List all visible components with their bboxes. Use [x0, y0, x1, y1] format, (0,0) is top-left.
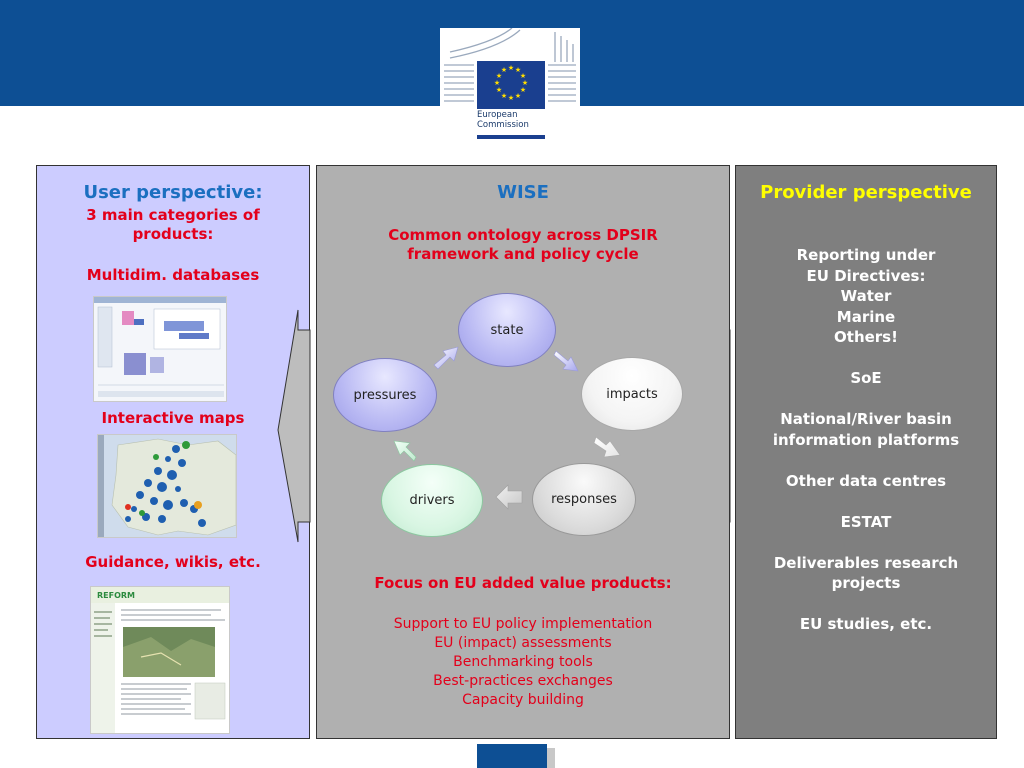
dpsir-node-pressures — [333, 358, 437, 432]
provider-item: National/River basin — [780, 410, 952, 428]
interactive-map-image — [98, 435, 237, 538]
svg-text:★: ★ — [500, 92, 508, 100]
svg-text:★: ★ — [495, 86, 503, 94]
provider-item: Water — [840, 287, 892, 305]
svg-text:★: ★ — [519, 86, 527, 94]
arrow-impacts-to-responses — [594, 437, 620, 457]
spacer — [736, 348, 996, 369]
provider-item: Reporting under — [796, 246, 936, 264]
svg-text:★: ★ — [507, 64, 515, 72]
provider-item: projects — [831, 574, 901, 592]
dpsir-node-label: state — [490, 322, 524, 338]
svg-text:★: ★ — [495, 72, 503, 80]
database-screenshot-image — [94, 297, 227, 402]
focus-item: Support to EU policy implementation — [393, 616, 653, 632]
category-interactive-maps: Interactive maps — [101, 409, 245, 427]
interactive-map-thumbnail — [97, 434, 237, 538]
user-perspective-panel — [36, 165, 310, 739]
provider-perspective-title: Provider perspective — [760, 182, 972, 203]
wise-subtitle: Common ontology across DPSIR framework and policy cycle — [388, 226, 658, 263]
database-screenshot-thumbnail — [93, 296, 227, 402]
provider-item: Marine — [836, 307, 896, 326]
focus-item: Best-practices exchanges — [433, 673, 613, 689]
guidance-wiki-image — [91, 587, 230, 734]
arrow-pressures-to-state — [434, 347, 458, 369]
focus-title: Focus on EU added value products: — [374, 574, 672, 592]
svg-text:★: ★ — [514, 66, 522, 74]
svg-text:★: ★ — [521, 79, 529, 87]
dpsir-node-impacts — [581, 357, 683, 431]
dpsir-node-label: impacts — [606, 386, 658, 402]
arrow-drivers-to-pressures — [394, 441, 416, 461]
dpsir-node-responses — [532, 463, 636, 536]
provider-item: EU studies, etc. — [799, 615, 933, 633]
arrow-responses-to-drivers — [496, 485, 522, 509]
svg-text:★: ★ — [514, 92, 522, 100]
user-perspective-title: User perspective: — [83, 182, 263, 203]
dpsir-node-label: pressures — [353, 387, 417, 403]
svg-text:★: ★ — [500, 66, 508, 74]
dpsir-node-label: responses — [551, 492, 617, 507]
bottom-flag-shadow — [547, 748, 555, 768]
arrow-state-to-impacts — [554, 351, 578, 371]
dpsir-node-drivers — [381, 464, 483, 537]
provider-item: Other data centres — [785, 471, 947, 490]
provider-perspective-panel — [735, 165, 997, 739]
wise-title: WISE — [497, 182, 549, 203]
logo-wordmark — [477, 110, 529, 130]
spacer — [736, 450, 996, 471]
focus-item: Capacity building — [462, 692, 584, 708]
svg-text:★: ★ — [507, 94, 515, 102]
dpsir-cycle-arrows — [316, 165, 730, 739]
guidance-wiki-thumbnail — [90, 586, 230, 734]
wiki-header-label: REFORM — [97, 591, 136, 600]
bottom-flag-tab — [477, 744, 547, 768]
logo-line-2: Commission — [477, 120, 529, 130]
logo-line-1: European — [477, 110, 518, 120]
focus-item: Benchmarking tools — [453, 654, 593, 670]
provider-item: Others! — [834, 328, 898, 346]
provider-item: ESTAT — [840, 512, 892, 531]
dpsir-node-label: drivers — [409, 493, 455, 508]
focus-item: EU (impact) assessments — [434, 635, 612, 651]
provider-item: EU Directives: — [806, 266, 926, 285]
user-perspective-subtitle: 3 main categories of products: — [86, 206, 260, 243]
dpsir-node-state — [458, 293, 556, 367]
spacer — [736, 594, 996, 615]
spacer — [736, 491, 996, 512]
provider-item: information platforms — [772, 430, 960, 449]
category-guidance-wikis: Guidance, wikis, etc. — [85, 553, 261, 571]
spacer — [736, 389, 996, 410]
provider-item: SoE — [850, 369, 882, 387]
svg-text:★: ★ — [493, 79, 501, 87]
provider-list — [736, 245, 996, 635]
provider-item: Deliverables research — [773, 553, 959, 572]
left-inward-arrow — [276, 300, 316, 552]
svg-text:★: ★ — [519, 72, 527, 80]
spacer — [736, 532, 996, 553]
category-multidim-databases: Multidim. databases — [86, 266, 260, 284]
